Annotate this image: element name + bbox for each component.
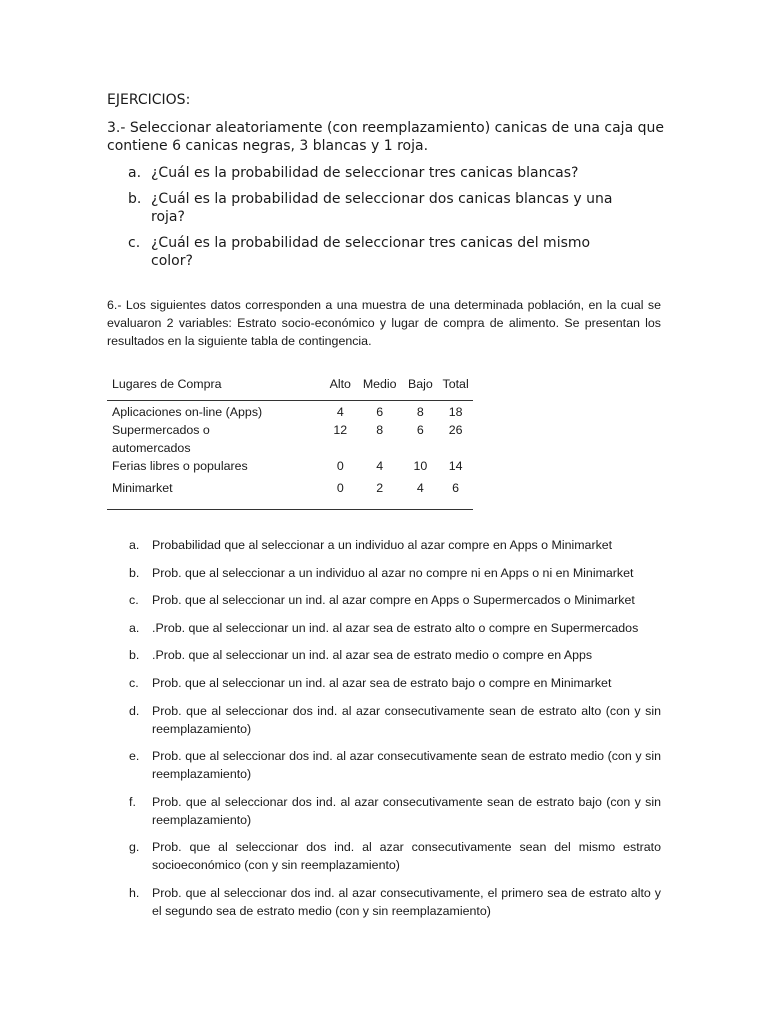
- item-text: Prob. que al seleccionar dos ind. al azar consecutivamente sean de estrato medio (con y sin reemplazamiento): [152, 749, 661, 782]
- list-item: [107, 674, 661, 692]
- table-cell: 8: [416, 405, 424, 419]
- table-cell: 12: [333, 423, 348, 437]
- item-marker: e.: [129, 749, 140, 764]
- table-row: [107, 421, 473, 457]
- column-header: Total: [438, 374, 473, 401]
- table-cell: 18: [448, 405, 463, 419]
- table-cell: 14: [448, 459, 463, 473]
- item-marker: b.: [128, 191, 142, 207]
- item-text: Prob. que al seleccionar un ind. al azar sea de estrato bajo o compre en Minimarket: [152, 675, 612, 690]
- item-text: Prob. que al seleccionar dos ind. al azar consecutivamente, el primero sea de estrato alto y el segundo sea de estrato medio (con y sin reemplazamiento): [152, 885, 661, 918]
- item-marker: c.: [129, 675, 139, 690]
- item-marker: f.: [129, 794, 136, 809]
- table-header-row: [107, 374, 473, 401]
- item-text: ¿Cuál es la probabilidad de seleccionar tres canicas del mismo color?: [151, 235, 591, 269]
- page-heading: EJERCICIOS:: [107, 92, 191, 108]
- table-cell: 4: [376, 459, 384, 473]
- table-cell: Supermercados o automercados: [112, 423, 210, 455]
- table-cell: 6: [376, 405, 384, 419]
- item-text: ¿Cuál es la probabilidad de seleccionar tres canicas blancas?: [151, 165, 579, 181]
- item-marker: a.: [128, 165, 142, 181]
- item-text: Prob. que al seleccionar dos ind. al azar consecutivamente sean del mismo estrato socioeconómico (con y sin reemplazamiento): [152, 840, 661, 873]
- item-marker: a.: [129, 538, 140, 552]
- table-cell: 26: [448, 423, 463, 437]
- table-row: [107, 457, 473, 475]
- item-text: Prob. que al seleccionar a un individuo al azar no compre ni en Apps o ni en Minimarket: [152, 565, 634, 580]
- table-cell: 6: [416, 423, 424, 437]
- item-marker: b.: [129, 648, 140, 663]
- item-text: ¿Cuál es la probabilidad de seleccionar dos canicas blancas y una roja?: [151, 191, 613, 225]
- item-text: Prob. que al seleccionar dos ind. al azar consecutivamente sean de estrato bajo (con y sin reemplazamiento): [152, 794, 661, 827]
- list-item: [107, 536, 661, 554]
- table-cell: Ferias libres o populares: [112, 459, 248, 473]
- list-item: [107, 793, 661, 829]
- exercise-3-statement: 3.- Seleccionar aleatoriamente (con reemplazamiento) canicas de una caja que contiene 6 canicas negras, 3 blancas y 1 roja.: [107, 120, 664, 154]
- list-item: [107, 591, 661, 609]
- item-marker: b.: [129, 565, 140, 580]
- column-header: Lugares de Compra: [107, 374, 324, 401]
- item-marker: g.: [129, 840, 140, 855]
- item-text: .Prob. que al seleccionar un ind. al azar sea de estrato alto o compre en Supermercados: [152, 620, 639, 635]
- list-item: [107, 564, 661, 582]
- table-cell: 6: [438, 475, 473, 510]
- table-cell: 8: [376, 423, 384, 437]
- table-cell: Minimarket: [107, 475, 324, 510]
- item-text: .Prob. que al seleccionar un ind. al azar sea de estrato medio o compre en Apps: [152, 648, 593, 663]
- list-item: [107, 619, 661, 637]
- column-header: Medio: [357, 374, 402, 401]
- list-item: [107, 838, 661, 874]
- exercise-6-statement: 6.- Los siguientes datos corresponden a una muestra de una determinada población, en la cual se evaluaron 2 variables: Estrato socio-económico y lugar de compra de alimento. Se presentan los resultados en la siguiente tabla de contingencia.: [107, 298, 661, 348]
- contingency-table: [107, 374, 473, 510]
- list-item: [107, 747, 661, 783]
- exercise-6-questions: [107, 536, 661, 930]
- list-item: [107, 190, 621, 226]
- list-item: [107, 884, 661, 920]
- item-marker: c.: [129, 593, 139, 608]
- item-marker: h.: [129, 885, 140, 900]
- list-item: [107, 702, 661, 738]
- table-cell: 4: [402, 475, 438, 510]
- item-text: Prob. que al seleccionar dos ind. al azar consecutivamente sean de estrato alto (con y sin reemplazamiento): [152, 703, 661, 736]
- item-marker: c.: [128, 235, 141, 251]
- column-header: Alto: [324, 374, 357, 401]
- table-row: [107, 401, 473, 422]
- item-text: Prob. que al seleccionar un ind. al azar compre en Apps o Supermercados o Minimarket: [152, 593, 635, 608]
- table-row: [107, 475, 473, 510]
- table-cell: 10: [413, 459, 428, 473]
- item-marker: a.: [129, 620, 140, 635]
- table-cell: 4: [336, 405, 344, 419]
- table-cell: 2: [357, 475, 402, 510]
- column-header: Bajo: [402, 374, 438, 401]
- exercise-3: [107, 119, 667, 278]
- table-cell: Aplicaciones on-line (Apps): [112, 405, 263, 419]
- item-text: Probabilidad que al seleccionar a un individuo al azar compre en Apps o Minimarket: [152, 538, 613, 552]
- table-cell: 0: [324, 475, 357, 510]
- item-marker: d.: [129, 703, 140, 718]
- exercise-3-list: [107, 164, 667, 270]
- table-cell: 0: [336, 459, 344, 473]
- list-item: [107, 164, 621, 182]
- list-item: [107, 234, 621, 270]
- list-item: [107, 646, 661, 664]
